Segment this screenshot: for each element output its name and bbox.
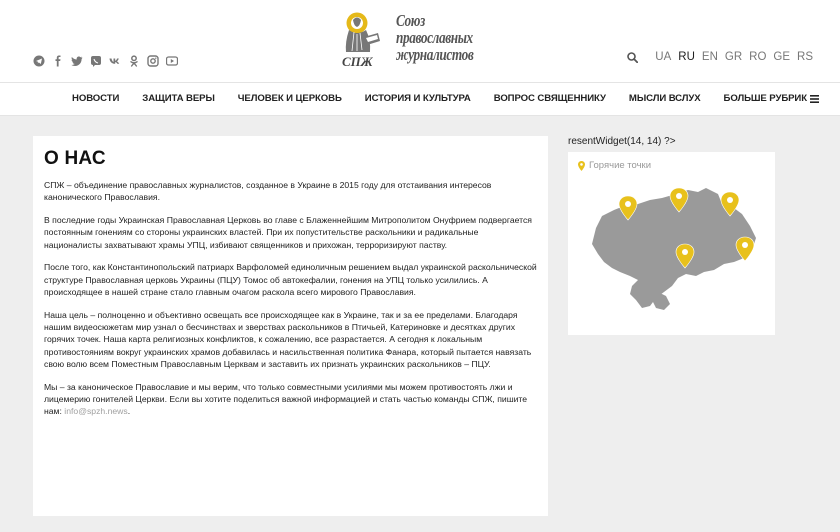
viber-icon[interactable] [89,54,102,67]
nav-history-culture[interactable]: ИСТОРИЯ И КУЛЬТУРА [364,93,471,104]
article-paragraph: В последние годы Украинская Православная Церковь во главе с Блаженнейшим Митрополитом Онуфрием подвергается постоянным гонениям со стороны украинских властей. При их попустительстве раскольники и радикальные националисты захватывают храмы УПЦ, избивают священников и прихожан, терроризируют паству. [44,215,532,250]
lang-ge[interactable]: GE [773,51,791,63]
site-header [0,0,840,82]
ukraine-map[interactable] [590,180,760,320]
youtube-icon[interactable] [165,54,178,67]
odnoklassniki-icon[interactable] [127,54,140,67]
about-article [33,136,548,516]
main-nav [0,82,840,116]
nav-more-label: БОЛЬШЕ РУБРИК [723,93,807,104]
site-logo[interactable] [340,10,546,72]
search-icon[interactable] [627,52,638,63]
contact-email-link[interactable]: info@spzh.news [64,406,128,417]
nav-thoughts-aloud[interactable]: МЫСЛИ ВСЛУХ [628,93,701,104]
facebook-icon[interactable] [51,54,64,67]
lang-ua[interactable]: UA [655,51,672,63]
logo-text-line: православных [396,28,473,47]
nav-ask-priest[interactable]: ВОПРОС СВЯЩЕННИКУ [493,93,606,104]
menu-icon [810,95,819,103]
lang-gr[interactable]: GR [724,51,743,63]
article-period: . [127,406,131,417]
lang-ro[interactable]: RO [749,51,767,63]
nav-faith-defense[interactable]: ЗАЩИТА ВЕРЫ [142,93,215,104]
saint-emblem-icon [340,10,392,72]
twitter-icon[interactable] [70,54,83,67]
article-paragraph-text: Мы – за каноническое Православие и мы верим, что только совместными усилиями мы можем противостоять лжи и лицемерию гонителей Церкви. Если вы хотите поделиться важной информацией и стать частью команды СПЖ, пишите нам: [44,381,528,417]
nav-news[interactable]: НОВОСТИ [72,93,120,104]
widget-title [578,160,651,171]
article-paragraph: После того, как Константинопольский патриарх Варфоломей единоличным решением выдал украинской раскольнической структуре Православная церковь Украины (ПЦУ) Томос об автокефалии, гонения на УПЦ только усилились. А происходящее в нашей стране стало главным очагом раскола всего мирового Православия. [44,262,537,298]
vk-icon[interactable] [108,54,121,67]
logo-text-line: журналистов [396,45,474,64]
lang-ru[interactable]: RU [678,51,695,63]
article-paragraph: Наша цель – полноценно и объективно освещать все происходящее как в Украине, так и за ее пределами. Благодаря нашим видеосюжетам мир узнал о бесчинствах и зверствах раскольников в Птичьей, Катериновке и десятках других горячих точек. Наша карта религиозных конфликтов, к сожалению, все разрастается. А сегодня к локальным противостояниям вокруг украинских храмов добавилась и насильственная политика Фанара, который пытается навязать свою волю всем Поместным Православным Церквам и заставить их признать украинских раскольников – ПЦУ. [44,309,532,370]
hot-spots-widget[interactable] [568,152,775,335]
page-title: О НАС [44,148,106,169]
nav-man-and-church[interactable]: ЧЕЛОВЕК И ЦЕРКОВЬ [237,93,342,104]
logo-wordmark [396,12,513,63]
logo-text-line: Союз [396,11,425,30]
nav-more-rubrics[interactable] [724,93,819,104]
widget-raw-label: resentWidget(14, 14) ?> [568,136,676,147]
logo-abbreviation: СПЖ [342,54,373,69]
header-tools [627,51,813,63]
telegram-icon[interactable] [32,54,45,67]
instagram-icon[interactable] [146,54,159,67]
map-pin-icon [578,161,585,171]
article-paragraph-last [44,381,538,418]
article-paragraph: СПЖ – объединение православных журналистов, созданное в Украине в 2015 году для отстаивания интересов канонического Православия. [44,180,492,203]
lang-rs[interactable]: RS [797,51,813,63]
lang-en[interactable]: EN [701,51,718,63]
social-links [32,54,178,67]
widget-title-text: Горячие точки [589,160,652,171]
